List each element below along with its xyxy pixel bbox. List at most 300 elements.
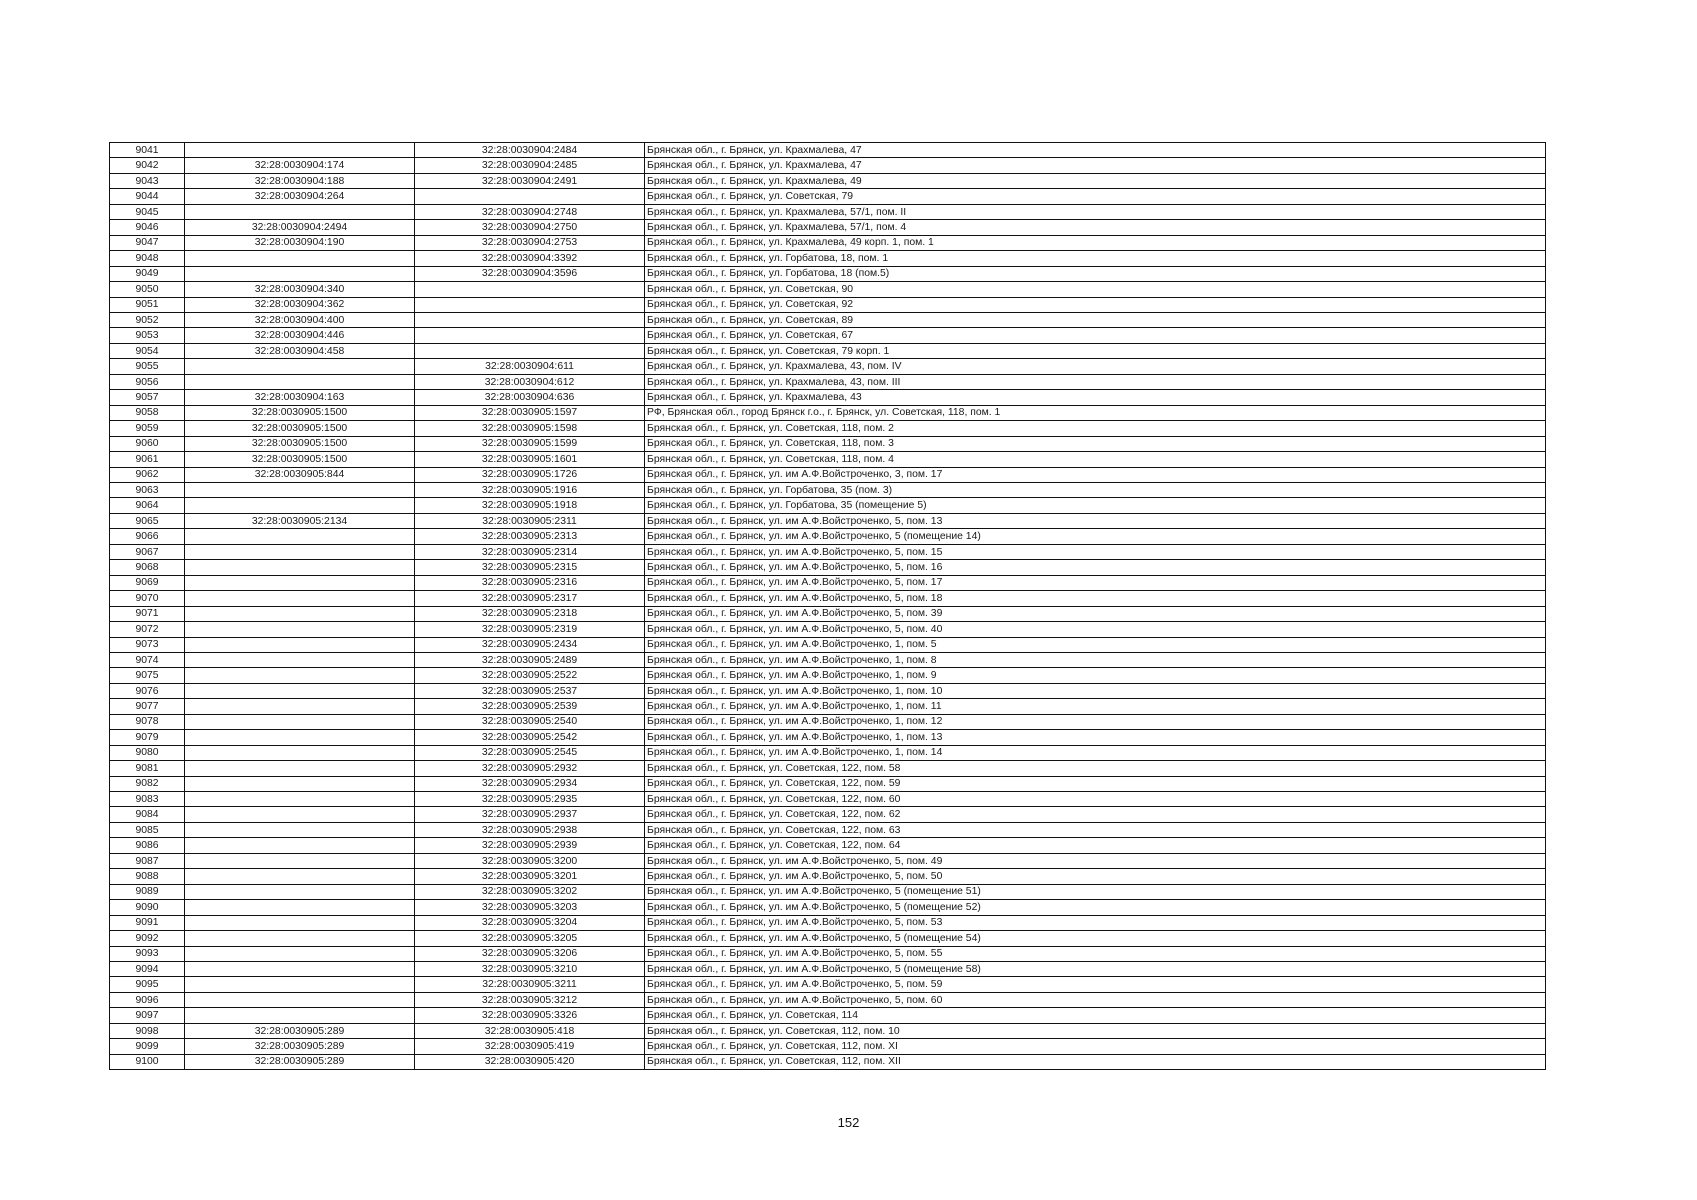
table-row	[110, 761, 1546, 776]
row-number-cell: 9061	[110, 452, 185, 467]
row-number-cell: 9070	[110, 591, 185, 606]
cadastral-number-cell: 32:28:0030904:2748	[415, 204, 645, 219]
row-number-cell: 9094	[110, 962, 185, 977]
address-cell: Брянская обл., г. Брянск, ул. им А.Ф.Войстроченко, 5, пом. 53	[645, 915, 1546, 930]
address-cell: Брянская обл., г. Брянск, ул. Крахмалева, 43	[645, 390, 1546, 405]
cadastral-number-cell: 32:28:0030905:2932	[415, 761, 645, 776]
parent-cadastral-number-cell	[185, 544, 415, 559]
row-number-cell: 9082	[110, 776, 185, 791]
row-number-cell: 9051	[110, 297, 185, 312]
row-number-cell: 9064	[110, 498, 185, 513]
address-cell: Брянская обл., г. Брянск, ул. Советская, 79	[645, 189, 1546, 204]
parent-cadastral-number-cell	[185, 637, 415, 652]
table-row	[110, 714, 1546, 729]
address-cell: Брянская обл., г. Брянск, ул. Советская, 122, пом. 60	[645, 792, 1546, 807]
address-cell: Брянская обл., г. Брянск, ул. Крахмалева, 57/1, пом. II	[645, 204, 1546, 219]
address-cell: Брянская обл., г. Брянск, ул. Советская, 114	[645, 1008, 1546, 1023]
row-number-cell: 9054	[110, 343, 185, 358]
cadastral-number-cell: 32:28:0030905:418	[415, 1023, 645, 1038]
row-number-cell: 9069	[110, 575, 185, 590]
address-cell: РФ, Брянская обл., город Брянск г.о., г. Брянск, ул. Советская, 118, пом. 1	[645, 405, 1546, 420]
table-row	[110, 312, 1546, 327]
address-cell: Брянская обл., г. Брянск, ул. им А.Ф.Войстроченко, 5, пом. 15	[645, 544, 1546, 559]
table-row	[110, 1008, 1546, 1023]
cadastral-number-cell: 32:28:0030905:2319	[415, 622, 645, 637]
cadastral-number-cell: 32:28:0030905:2935	[415, 792, 645, 807]
parent-cadastral-number-cell	[185, 792, 415, 807]
row-number-cell: 9055	[110, 359, 185, 374]
page-number: 152	[837, 1115, 860, 1130]
table-row	[110, 282, 1546, 297]
table-row	[110, 1023, 1546, 1038]
address-cell: Брянская обл., г. Брянск, ул. им А.Ф.Войстроченко, 5, пом. 17	[645, 575, 1546, 590]
table-row	[110, 776, 1546, 791]
address-cell: Брянская обл., г. Брянск, ул. Крахмалева, 47	[645, 158, 1546, 173]
parent-cadastral-number-cell: 32:28:0030904:340	[185, 282, 415, 297]
row-number-cell: 9050	[110, 282, 185, 297]
parent-cadastral-number-cell: 32:28:0030904:188	[185, 173, 415, 188]
address-cell: Брянская обл., г. Брянск, ул. Советская, 122, пом. 58	[645, 761, 1546, 776]
row-number-cell: 9096	[110, 992, 185, 1007]
parent-cadastral-number-cell	[185, 776, 415, 791]
table-row	[110, 482, 1546, 497]
row-number-cell: 9067	[110, 544, 185, 559]
row-number-cell: 9060	[110, 436, 185, 451]
parent-cadastral-number-cell	[185, 251, 415, 266]
table-row	[110, 931, 1546, 946]
row-number-cell: 9100	[110, 1054, 185, 1069]
row-number-cell: 9046	[110, 220, 185, 235]
parent-cadastral-number-cell	[185, 359, 415, 374]
table-row	[110, 421, 1546, 436]
row-number-cell: 9087	[110, 853, 185, 868]
address-cell: Брянская обл., г. Брянск, ул. им А.Ф.Войстроченко, 1, пом. 9	[645, 668, 1546, 683]
address-cell: Брянская обл., г. Брянск, ул. им А.Ф.Войстроченко, 5, пом. 49	[645, 853, 1546, 868]
address-cell: Брянская обл., г. Брянск, ул. им А.Ф.Войстроченко, 5 (помещение 52)	[645, 900, 1546, 915]
row-number-cell: 9093	[110, 946, 185, 961]
address-cell: Брянская обл., г. Брянск, ул. им А.Ф.Войстроченко, 3, пом. 17	[645, 467, 1546, 482]
address-cell: Брянская обл., г. Брянск, ул. им А.Ф.Войстроченко, 1, пом. 11	[645, 699, 1546, 714]
row-number-cell: 9090	[110, 900, 185, 915]
address-cell: Брянская обл., г. Брянск, ул. им А.Ф.Войстроченко, 5, пом. 50	[645, 869, 1546, 884]
cadastral-number-cell	[415, 328, 645, 343]
cadastral-number-cell: 32:28:0030905:1599	[415, 436, 645, 451]
table-row	[110, 220, 1546, 235]
row-number-cell: 9071	[110, 606, 185, 621]
address-cell: Брянская обл., г. Брянск, ул. им А.Ф.Войстроченко, 1, пом. 8	[645, 652, 1546, 667]
table-row	[110, 143, 1546, 158]
parent-cadastral-number-cell	[185, 622, 415, 637]
table-row	[110, 575, 1546, 590]
parent-cadastral-number-cell	[185, 807, 415, 822]
row-number-cell: 9041	[110, 143, 185, 158]
row-number-cell: 9098	[110, 1023, 185, 1038]
cadastral-number-cell: 32:28:0030905:2316	[415, 575, 645, 590]
cadastral-number-cell: 32:28:0030905:2314	[415, 544, 645, 559]
cadastral-registry-table	[109, 142, 1546, 1070]
parent-cadastral-number-cell: 32:28:0030905:289	[185, 1054, 415, 1069]
table-row	[110, 158, 1546, 173]
parent-cadastral-number-cell	[185, 745, 415, 760]
parent-cadastral-number-cell	[185, 1008, 415, 1023]
address-cell: Брянская обл., г. Брянск, ул. им А.Ф.Войстроченко, 5, пом. 16	[645, 560, 1546, 575]
cadastral-number-cell: 32:28:0030904:2485	[415, 158, 645, 173]
address-cell: Брянская обл., г. Брянск, ул. им А.Ф.Войстроченко, 1, пом. 14	[645, 745, 1546, 760]
table-row	[110, 946, 1546, 961]
cadastral-number-cell: 32:28:0030905:1598	[415, 421, 645, 436]
row-number-cell: 9074	[110, 652, 185, 667]
parent-cadastral-number-cell	[185, 931, 415, 946]
parent-cadastral-number-cell: 32:28:0030905:289	[185, 1039, 415, 1054]
address-cell: Брянская обл., г. Брянск, ул. Советская, 122, пом. 64	[645, 838, 1546, 853]
parent-cadastral-number-cell	[185, 575, 415, 590]
parent-cadastral-number-cell: 32:28:0030905:2134	[185, 513, 415, 528]
parent-cadastral-number-cell: 32:28:0030905:844	[185, 467, 415, 482]
cadastral-number-cell: 32:28:0030905:1726	[415, 467, 645, 482]
cadastral-number-cell: 32:28:0030904:2750	[415, 220, 645, 235]
parent-cadastral-number-cell	[185, 838, 415, 853]
table-row	[110, 606, 1546, 621]
parent-cadastral-number-cell: 32:28:0030904:400	[185, 312, 415, 327]
address-cell: Брянская обл., г. Брянск, ул. Советская, 112, пом. XI	[645, 1039, 1546, 1054]
table-row	[110, 251, 1546, 266]
cadastral-number-cell: 32:28:0030905:2939	[415, 838, 645, 853]
row-number-cell: 9075	[110, 668, 185, 683]
cadastral-number-cell: 32:28:0030905:420	[415, 1054, 645, 1069]
table-row	[110, 297, 1546, 312]
address-cell: Брянская обл., г. Брянск, ул. Крахмалева, 43, пом. IV	[645, 359, 1546, 374]
table-row	[110, 992, 1546, 1007]
row-number-cell: 9052	[110, 312, 185, 327]
row-number-cell: 9085	[110, 822, 185, 837]
table-row	[110, 730, 1546, 745]
parent-cadastral-number-cell	[185, 482, 415, 497]
row-number-cell: 9076	[110, 683, 185, 698]
table-row	[110, 962, 1546, 977]
row-number-cell: 9065	[110, 513, 185, 528]
cadastral-number-cell: 32:28:0030905:3200	[415, 853, 645, 868]
address-cell: Брянская обл., г. Брянск, ул. им А.Ф.Войстроченко, 1, пом. 13	[645, 730, 1546, 745]
cadastral-number-cell: 32:28:0030905:1916	[415, 482, 645, 497]
parent-cadastral-number-cell	[185, 730, 415, 745]
parent-cadastral-number-cell: 32:28:0030905:1500	[185, 452, 415, 467]
table-row	[110, 668, 1546, 683]
address-cell: Брянская обл., г. Брянск, ул. Горбатова, 35 (помещение 5)	[645, 498, 1546, 513]
cadastral-number-cell: 32:28:0030905:2537	[415, 683, 645, 698]
parent-cadastral-number-cell	[185, 946, 415, 961]
parent-cadastral-number-cell	[185, 962, 415, 977]
cadastral-number-cell: 32:28:0030905:2938	[415, 822, 645, 837]
table-row	[110, 405, 1546, 420]
table-row	[110, 745, 1546, 760]
cadastral-number-cell: 32:28:0030905:3201	[415, 869, 645, 884]
parent-cadastral-number-cell: 32:28:0030904:174	[185, 158, 415, 173]
table-row	[110, 452, 1546, 467]
table-row	[110, 807, 1546, 822]
table-row	[110, 652, 1546, 667]
table-row	[110, 204, 1546, 219]
row-number-cell: 9089	[110, 884, 185, 899]
table-row	[110, 915, 1546, 930]
table-row	[110, 529, 1546, 544]
cadastral-number-cell: 32:28:0030905:2318	[415, 606, 645, 621]
row-number-cell: 9053	[110, 328, 185, 343]
address-cell: Брянская обл., г. Брянск, ул. Крахмалева, 49 корп. 1, пом. 1	[645, 235, 1546, 250]
table-row	[110, 792, 1546, 807]
address-cell: Брянская обл., г. Брянск, ул. им А.Ф.Войстроченко, 5, пом. 39	[645, 606, 1546, 621]
parent-cadastral-number-cell: 32:28:0030904:264	[185, 189, 415, 204]
table-row	[110, 266, 1546, 281]
table-row	[110, 838, 1546, 853]
address-cell: Брянская обл., г. Брянск, ул. Крахмалева, 47	[645, 143, 1546, 158]
parent-cadastral-number-cell	[185, 761, 415, 776]
parent-cadastral-number-cell	[185, 374, 415, 389]
cadastral-number-cell: 32:28:0030904:2753	[415, 235, 645, 250]
table-row	[110, 560, 1546, 575]
address-cell: Брянская обл., г. Брянск, ул. им А.Ф.Войстроченко, 5 (помещение 51)	[645, 884, 1546, 899]
table-row	[110, 591, 1546, 606]
table-row	[110, 622, 1546, 637]
address-cell: Брянская обл., г. Брянск, ул. Крахмалева, 57/1, пом. 4	[645, 220, 1546, 235]
table-row	[110, 467, 1546, 482]
cadastral-number-cell	[415, 343, 645, 358]
address-cell: Брянская обл., г. Брянск, ул. Горбатова, 18 (пом.5)	[645, 266, 1546, 281]
row-number-cell: 9058	[110, 405, 185, 420]
row-number-cell: 9066	[110, 529, 185, 544]
row-number-cell: 9063	[110, 482, 185, 497]
table-row	[110, 328, 1546, 343]
cadastral-number-cell: 32:28:0030905:1601	[415, 452, 645, 467]
address-cell: Брянская обл., г. Брянск, ул. им А.Ф.Войстроченко, 5, пом. 60	[645, 992, 1546, 1007]
parent-cadastral-number-cell: 32:28:0030904:362	[185, 297, 415, 312]
address-cell: Брянская обл., г. Брянск, ул. им А.Ф.Войстроченко, 1, пом. 12	[645, 714, 1546, 729]
parent-cadastral-number-cell: 32:28:0030905:1500	[185, 436, 415, 451]
table-row	[110, 853, 1546, 868]
parent-cadastral-number-cell	[185, 915, 415, 930]
cadastral-number-cell: 32:28:0030904:3596	[415, 266, 645, 281]
row-number-cell: 9044	[110, 189, 185, 204]
table-row	[110, 343, 1546, 358]
table-row	[110, 436, 1546, 451]
parent-cadastral-number-cell: 32:28:0030904:190	[185, 235, 415, 250]
address-cell: Брянская обл., г. Брянск, ул. им А.Ф.Войстроченко, 5, пом. 13	[645, 513, 1546, 528]
cadastral-number-cell: 32:28:0030905:3211	[415, 977, 645, 992]
parent-cadastral-number-cell	[185, 853, 415, 868]
address-cell: Брянская обл., г. Брянск, ул. Советская, 92	[645, 297, 1546, 312]
table-row	[110, 374, 1546, 389]
parent-cadastral-number-cell: 32:28:0030904:458	[185, 343, 415, 358]
address-cell: Брянская обл., г. Брянск, ул. им А.Ф.Войстроченко, 1, пом. 10	[645, 683, 1546, 698]
address-cell: Брянская обл., г. Брянск, ул. Советская, 112, пом. 10	[645, 1023, 1546, 1038]
cadastral-number-cell: 32:28:0030905:3206	[415, 946, 645, 961]
cadastral-number-cell	[415, 312, 645, 327]
row-number-cell: 9043	[110, 173, 185, 188]
cadastral-number-cell: 32:28:0030905:2434	[415, 637, 645, 652]
address-cell: Брянская обл., г. Брянск, ул. Советская, 122, пом. 63	[645, 822, 1546, 837]
parent-cadastral-number-cell	[185, 560, 415, 575]
cadastral-number-cell: 32:28:0030905:3326	[415, 1008, 645, 1023]
row-number-cell: 9073	[110, 637, 185, 652]
row-number-cell: 9068	[110, 560, 185, 575]
cadastral-number-cell	[415, 282, 645, 297]
cadastral-number-cell: 32:28:0030905:3212	[415, 992, 645, 1007]
row-number-cell: 9047	[110, 235, 185, 250]
cadastral-number-cell: 32:28:0030904:2484	[415, 143, 645, 158]
cadastral-number-cell: 32:28:0030905:2522	[415, 668, 645, 683]
parent-cadastral-number-cell	[185, 498, 415, 513]
address-cell: Брянская обл., г. Брянск, ул. Советская, 122, пом. 62	[645, 807, 1546, 822]
parent-cadastral-number-cell: 32:28:0030904:2494	[185, 220, 415, 235]
parent-cadastral-number-cell: 32:28:0030904:163	[185, 390, 415, 405]
cadastral-number-cell: 32:28:0030904:636	[415, 390, 645, 405]
parent-cadastral-number-cell: 32:28:0030905:1500	[185, 405, 415, 420]
table-row	[110, 359, 1546, 374]
cadastral-number-cell: 32:28:0030905:3202	[415, 884, 645, 899]
cadastral-number-cell	[415, 297, 645, 312]
row-number-cell: 9056	[110, 374, 185, 389]
row-number-cell: 9079	[110, 730, 185, 745]
parent-cadastral-number-cell	[185, 591, 415, 606]
cadastral-number-cell: 32:28:0030905:2542	[415, 730, 645, 745]
table-row	[110, 900, 1546, 915]
parent-cadastral-number-cell	[185, 668, 415, 683]
table-row	[110, 390, 1546, 405]
table-row	[110, 1054, 1546, 1069]
row-number-cell: 9077	[110, 699, 185, 714]
address-cell: Брянская обл., г. Брянск, ул. им А.Ф.Войстроченко, 5 (помещение 14)	[645, 529, 1546, 544]
parent-cadastral-number-cell	[185, 143, 415, 158]
parent-cadastral-number-cell: 32:28:0030905:289	[185, 1023, 415, 1038]
cadastral-number-cell: 32:28:0030905:2540	[415, 714, 645, 729]
row-number-cell: 9078	[110, 714, 185, 729]
cadastral-number-cell: 32:28:0030904:612	[415, 374, 645, 389]
parent-cadastral-number-cell	[185, 652, 415, 667]
parent-cadastral-number-cell	[185, 977, 415, 992]
address-cell: Брянская обл., г. Брянск, ул. им А.Ф.Войстроченко, 5, пом. 59	[645, 977, 1546, 992]
row-number-cell: 9072	[110, 622, 185, 637]
address-cell: Брянская обл., г. Брянск, ул. Советская, 118, пом. 3	[645, 436, 1546, 451]
row-number-cell: 9084	[110, 807, 185, 822]
row-number-cell: 9083	[110, 792, 185, 807]
address-cell: Брянская обл., г. Брянск, ул. Советская, 89	[645, 312, 1546, 327]
table-row	[110, 977, 1546, 992]
parent-cadastral-number-cell	[185, 606, 415, 621]
cadastral-number-cell: 32:28:0030905:2489	[415, 652, 645, 667]
parent-cadastral-number-cell	[185, 683, 415, 698]
row-number-cell: 9045	[110, 204, 185, 219]
parent-cadastral-number-cell	[185, 714, 415, 729]
address-cell: Брянская обл., г. Брянск, ул. Советская, 118, пом. 2	[645, 421, 1546, 436]
parent-cadastral-number-cell: 32:28:0030904:446	[185, 328, 415, 343]
row-number-cell: 9057	[110, 390, 185, 405]
parent-cadastral-number-cell	[185, 992, 415, 1007]
cadastral-number-cell: 32:28:0030904:2491	[415, 173, 645, 188]
table-row	[110, 173, 1546, 188]
row-number-cell: 9091	[110, 915, 185, 930]
registry-table-body	[110, 143, 1546, 1070]
table-row	[110, 869, 1546, 884]
cadastral-number-cell: 32:28:0030905:1918	[415, 498, 645, 513]
address-cell: Брянская обл., г. Брянск, ул. им А.Ф.Войстроченко, 5, пом. 40	[645, 622, 1546, 637]
parent-cadastral-number-cell	[185, 529, 415, 544]
address-cell: Брянская обл., г. Брянск, ул. Горбатова, 18, пом. 1	[645, 251, 1546, 266]
table-row	[110, 513, 1546, 528]
parent-cadastral-number-cell	[185, 204, 415, 219]
address-cell: Брянская обл., г. Брянск, ул. им А.Ф.Войстроченко, 5, пом. 55	[645, 946, 1546, 961]
cadastral-number-cell: 32:28:0030905:3203	[415, 900, 645, 915]
table-row	[110, 637, 1546, 652]
parent-cadastral-number-cell	[185, 884, 415, 899]
address-cell: Брянская обл., г. Брянск, ул. им А.Ф.Войстроченко, 1, пом. 5	[645, 637, 1546, 652]
cadastral-number-cell: 32:28:0030905:3204	[415, 915, 645, 930]
parent-cadastral-number-cell: 32:28:0030905:1500	[185, 421, 415, 436]
address-cell: Брянская обл., г. Брянск, ул. Советская, 79 корп. 1	[645, 343, 1546, 358]
cadastral-number-cell: 32:28:0030905:3205	[415, 931, 645, 946]
table-row	[110, 683, 1546, 698]
cadastral-number-cell: 32:28:0030905:1597	[415, 405, 645, 420]
table-row	[110, 699, 1546, 714]
cadastral-number-cell: 32:28:0030905:2311	[415, 513, 645, 528]
row-number-cell: 9049	[110, 266, 185, 281]
table-row	[110, 1039, 1546, 1054]
row-number-cell: 9042	[110, 158, 185, 173]
row-number-cell: 9048	[110, 251, 185, 266]
table-row	[110, 822, 1546, 837]
table-row	[110, 235, 1546, 250]
parent-cadastral-number-cell	[185, 900, 415, 915]
address-cell: Брянская обл., г. Брянск, ул. Крахмалева, 49	[645, 173, 1546, 188]
cadastral-number-cell: 32:28:0030904:3392	[415, 251, 645, 266]
cadastral-number-cell: 32:28:0030904:611	[415, 359, 645, 374]
cadastral-number-cell: 32:28:0030905:2317	[415, 591, 645, 606]
address-cell: Брянская обл., г. Брянск, ул. Советская, 67	[645, 328, 1546, 343]
row-number-cell: 9088	[110, 869, 185, 884]
table-row	[110, 884, 1546, 899]
table-row	[110, 189, 1546, 204]
row-number-cell: 9095	[110, 977, 185, 992]
cadastral-number-cell: 32:28:0030905:2934	[415, 776, 645, 791]
address-cell: Брянская обл., г. Брянск, ул. Горбатова, 35 (пом. 3)	[645, 482, 1546, 497]
address-cell: Брянская обл., г. Брянск, ул. Советская, 90	[645, 282, 1546, 297]
cadastral-number-cell: 32:28:0030905:3210	[415, 962, 645, 977]
row-number-cell: 9081	[110, 761, 185, 776]
address-cell: Брянская обл., г. Брянск, ул. Советская, 118, пом. 4	[645, 452, 1546, 467]
cadastral-number-cell: 32:28:0030905:2313	[415, 529, 645, 544]
parent-cadastral-number-cell	[185, 822, 415, 837]
cadastral-number-cell: 32:28:0030905:2937	[415, 807, 645, 822]
cadastral-number-cell: 32:28:0030905:2545	[415, 745, 645, 760]
row-number-cell: 9059	[110, 421, 185, 436]
address-cell: Брянская обл., г. Брянск, ул. им А.Ф.Войстроченко, 5, пом. 18	[645, 591, 1546, 606]
cadastral-number-cell: 32:28:0030905:419	[415, 1039, 645, 1054]
table-row	[110, 498, 1546, 513]
cadastral-number-cell	[415, 189, 645, 204]
address-cell: Брянская обл., г. Брянск, ул. Крахмалева, 43, пом. III	[645, 374, 1546, 389]
row-number-cell: 9080	[110, 745, 185, 760]
address-cell: Брянская обл., г. Брянск, ул. им А.Ф.Войстроченко, 5 (помещение 58)	[645, 962, 1546, 977]
address-cell: Брянская обл., г. Брянск, ул. им А.Ф.Войстроченко, 5 (помещение 54)	[645, 931, 1546, 946]
cadastral-number-cell: 32:28:0030905:2315	[415, 560, 645, 575]
cadastral-number-cell: 32:28:0030905:2539	[415, 699, 645, 714]
row-number-cell: 9092	[110, 931, 185, 946]
address-cell: Брянская обл., г. Брянск, ул. Советская, 122, пом. 59	[645, 776, 1546, 791]
parent-cadastral-number-cell	[185, 869, 415, 884]
row-number-cell: 9097	[110, 1008, 185, 1023]
parent-cadastral-number-cell	[185, 699, 415, 714]
address-cell: Брянская обл., г. Брянск, ул. Советская, 112, пом. XII	[645, 1054, 1546, 1069]
row-number-cell: 9086	[110, 838, 185, 853]
table-row	[110, 544, 1546, 559]
